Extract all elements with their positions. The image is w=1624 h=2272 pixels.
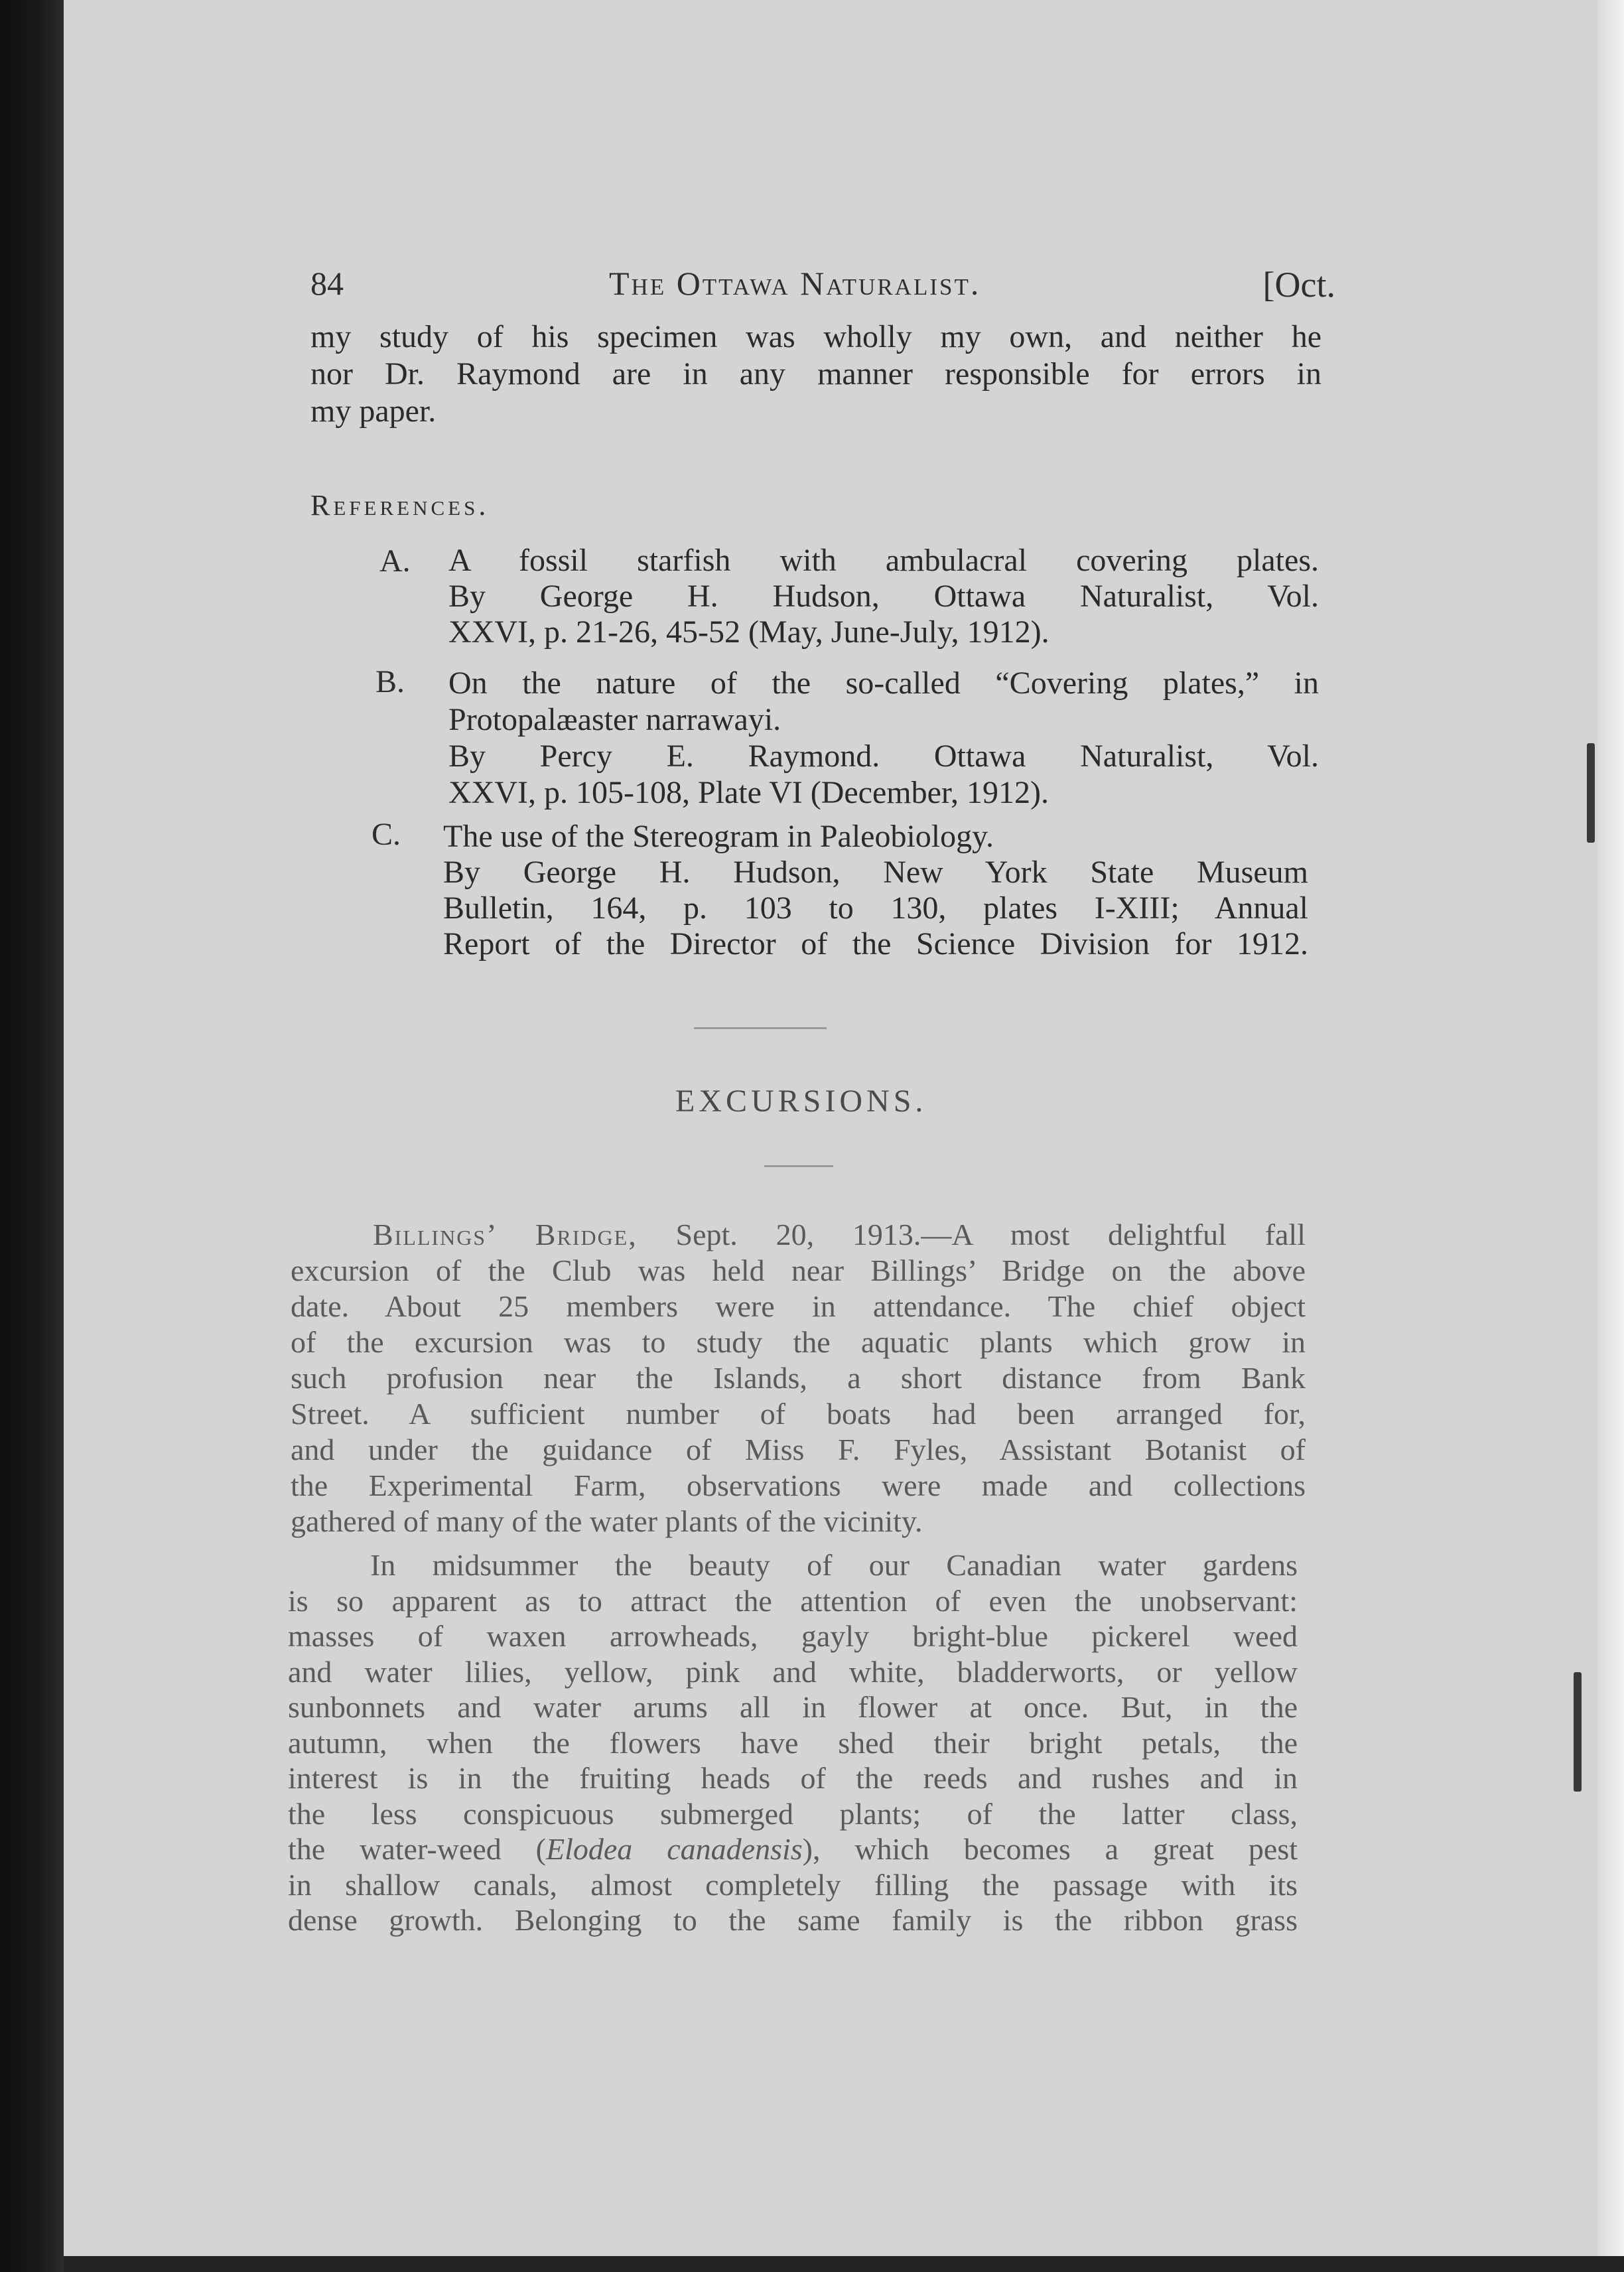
reference-letter-b: B. (375, 664, 405, 699)
reference-a (448, 543, 1319, 650)
paragraph-line (288, 1831, 1298, 1867)
reference-letter-c: C. (372, 817, 401, 852)
excursions-title: EXCURSIONS. (675, 1084, 927, 1119)
line-text: ), which becomes a great pest (802, 1832, 1298, 1866)
intro-paragraph (310, 319, 1321, 430)
excursion-paragraph-1 (291, 1217, 1306, 1539)
reference-line: By Percy E. Raymond. Ottawa Naturalist, Vol. (448, 739, 1319, 774)
binding-mark-1 (1587, 743, 1595, 843)
paragraph-line: sunbonnets and water arums all in flower at once. But, in the (288, 1690, 1298, 1724)
paragraph-line: In midsummer the beauty of our Canadian water gardens (370, 1548, 1298, 1582)
paragraph-line: is so apparent as to attract the attention of even the unobservant: (288, 1583, 1298, 1618)
species-name: Elodea canadensis (546, 1832, 803, 1866)
paragraph-line: gathered of many of the water plants of the vicinity. (291, 1504, 923, 1538)
reference-line: Protopalæaster narrawayi. (448, 702, 781, 737)
scan-left-edge (0, 0, 64, 2272)
reference-line: Bulletin, 164, p. 103 to 130, plates I-XIII; Annual (443, 890, 1308, 926)
paragraph-line: Street. A sufficient number of boats had been arranged for, (291, 1397, 1306, 1431)
scan-right-edge (1597, 0, 1624, 2272)
issue-month: [Oct. (1262, 265, 1335, 305)
section-divider-bottom (764, 1165, 833, 1167)
reference-b (448, 665, 1319, 811)
reference-line: The use of the Stereogram in Paleobiology. (443, 819, 994, 854)
intro-line: nor Dr. Raymond are in any manner responsible for errors in (310, 356, 1321, 391)
reference-line: XXVI, p. 21-26, 45-52 (May, June-July, 1912). (448, 614, 1049, 650)
paragraph-line: and water lilies, yellow, pink and white, bladderworts, or yellow (288, 1654, 1298, 1689)
reference-letter-a: A. (379, 543, 411, 579)
running-head (310, 264, 1335, 311)
paragraph-lead-rest: Sept. 20, 1913.—A most delightful fall (675, 1218, 1306, 1251)
paragraph-line: the less conspicuous submerged plants; of the latter class, (288, 1796, 1298, 1831)
paragraph-line: excursion of the Club was held near Billings’ Bridge on the above (291, 1253, 1306, 1287)
paragraph-line: such profusion near the Islands, a short distance from Bank (291, 1361, 1306, 1395)
binding-mark-2 (1574, 1672, 1582, 1792)
intro-line: my paper. (310, 393, 437, 429)
paragraph-line: masses of waxen arrowheads, gayly bright-blue pickerel weed (288, 1619, 1298, 1653)
line-text: the water-weed ( (288, 1832, 547, 1866)
reference-line: A fossil starfish with ambulacral covering plates. (448, 543, 1319, 578)
paragraph-lead: Billings’ Bridge, (373, 1218, 638, 1251)
paragraph-line: dense growth. Belonging to the same family is the ribbon grass (288, 1903, 1298, 1937)
excursion-paragraph-2 (288, 1547, 1298, 1938)
paragraph-line (291, 1217, 1306, 1253)
journal-title: The Ottawa Naturalist. (609, 265, 981, 302)
paragraph-line: the Experimental Farm, observations were made and collections (291, 1468, 1306, 1502)
reference-c (443, 819, 1308, 962)
paragraph-line: interest is in the fruiting heads of the reeds and rushes and in (288, 1761, 1298, 1795)
paragraph-line: and under the guidance of Miss F. Fyles, Assistant Botanist of (291, 1433, 1306, 1466)
paragraph-line: autumn, when the flowers have shed their bright petals, the (288, 1725, 1298, 1760)
references-heading: References. (310, 489, 490, 522)
reference-line: By George H. Hudson, Ottawa Naturalist, Vol. (448, 579, 1319, 614)
intro-line: my study of his specimen was wholly my own, and neither he (310, 319, 1321, 354)
reference-line: XXVI, p. 105-108, Plate VI (December, 1912). (448, 775, 1049, 810)
page-number: 84 (310, 265, 344, 302)
scan-bottom-edge (64, 2256, 1624, 2272)
paragraph-line: date. About 25 members were in attendance. The chief object (291, 1289, 1306, 1323)
reference-line: By George H. Hudson, New York State Museum (443, 855, 1308, 890)
reference-line: Report of the Director of the Science Division for 1912. (443, 926, 1308, 961)
section-divider-top (694, 1027, 827, 1029)
reference-line: On the nature of the so-called “Covering plates,” in (448, 666, 1319, 701)
paragraph-line: in shallow canals, almost completely filling the passage with its (288, 1867, 1298, 1902)
paragraph-line: of the excursion was to study the aquatic plants which grow in (291, 1325, 1306, 1359)
